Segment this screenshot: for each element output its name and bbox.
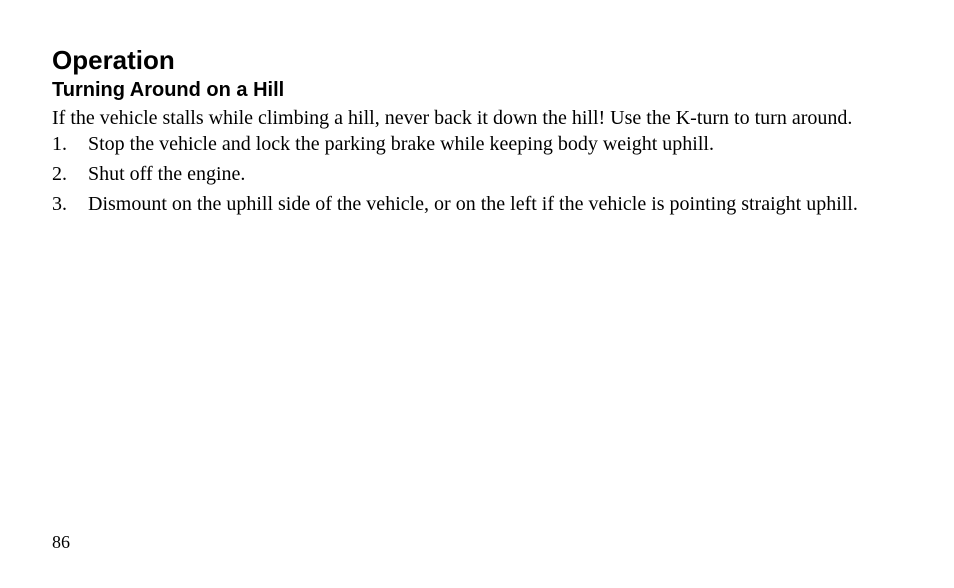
step-number: 1. [52,133,67,155]
page-number: 86 [52,532,70,552]
step-text: Dismount on the uphill side of the vehicle, or on the left if the vehicle is pointing straight uphill. [88,193,858,215]
list-item [52,194,892,215]
manual-page [52,44,892,224]
steps-list [52,134,892,215]
step-text: Stop the vehicle and lock the parking brake while keeping body weight uphill. [88,133,714,155]
step-number: 2. [52,163,67,185]
list-item [52,134,892,155]
section-title: Operation [52,45,175,75]
list-item [52,164,892,185]
intro-paragraph: If the vehicle stalls while climbing a hill, never back it down the hill! Use the K-turn to turn around. [52,107,853,129]
step-number: 3. [52,193,67,215]
step-text: Shut off the engine. [88,163,246,185]
subsection-title: Turning Around on a Hill [52,79,285,101]
